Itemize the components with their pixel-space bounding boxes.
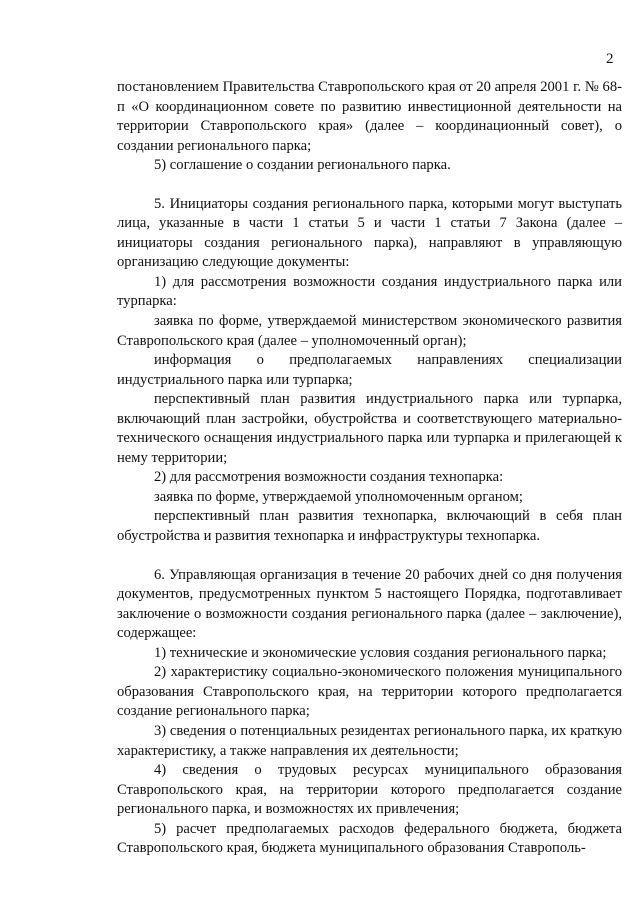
paragraph: 5) соглашение о создании регионального парка. xyxy=(154,157,451,174)
paragraph: заявка по форме, утверждаемой министерством экономического развития Ставропольского края (далее – уполномоченный орган); xyxy=(117,313,622,349)
paragraph-gap xyxy=(117,176,622,195)
paragraph: 1) технические и экономические условия создания регионального парка; xyxy=(154,644,607,661)
paragraph: 2) характеристику социально-экономического положения муниципального образования Ставропольского края, на территории которого предполагается создание регионального парка; xyxy=(117,664,622,720)
paragraph: перспективный план развития технопарка, включающий в себя план обустройства и развития технопарка и инфраструктуры технопарка. xyxy=(117,508,622,545)
page-number: 2 xyxy=(606,51,614,67)
paragraph: информация о предполагаемых направлениях специализации индустриального парка или турпарка; xyxy=(117,352,622,388)
paragraph: постановлением Правительства Ставропольского края от 20 апреля 2001 г. № 68-п «О координационном совете по развитию инвестиционной деятельности на территории Ставропольского края» (далее – координационный совет), о создании регионального парка; xyxy=(117,79,622,154)
paragraph-gap xyxy=(117,547,622,566)
paragraph: 1) для рассмотрения возможности создания индустриального парка или турпарка: xyxy=(117,273,622,310)
paragraph: 2) для рассмотрения возможности создания технопарка: xyxy=(154,469,504,486)
paragraph: 3) сведения о потенциальных резидентах регионального парка, их краткую характеристику, а также направления их деятельности; xyxy=(117,722,622,759)
paragraph: 5) расчет предполагаемых расходов федерального бюджета, бюджета Ставропольского края, бюджета муниципального образования Ставрополь- xyxy=(117,820,622,857)
paragraph: заявка по форме, утверждаемой уполномоченным органом; xyxy=(154,488,523,505)
paragraph: перспективный план развития индустриального парка или турпарка, включающий план застройки, обустройства и соответствующего материально-технического оснащения индустриального парка или турпарка и прилегающей к нему территории; xyxy=(117,391,622,466)
paragraph: 4) сведения о трудовых ресурсах муниципального образования Ставропольского края, на территории которого предполагается создание регионального парка, и возможностях их привлечения; xyxy=(117,762,622,818)
body-text xyxy=(117,78,622,859)
paragraph: 5. Инициаторы создания регионального парка, которыми могут выступать лица, указанные в части 1 статьи 5 и части 1 статьи 7 Закона (далее – инициаторы создания регионального парка), направляют в управляющую организацию следующие документы: xyxy=(117,195,622,271)
paragraph: 6. Управляющая организация в течение 20 рабочих дней со дня получения документов, предусмотренных пунктом 5 настоящего Порядка, подготавливает заключение о возможности создания регионального парка (далее – заключение), содержащее: xyxy=(117,566,622,642)
